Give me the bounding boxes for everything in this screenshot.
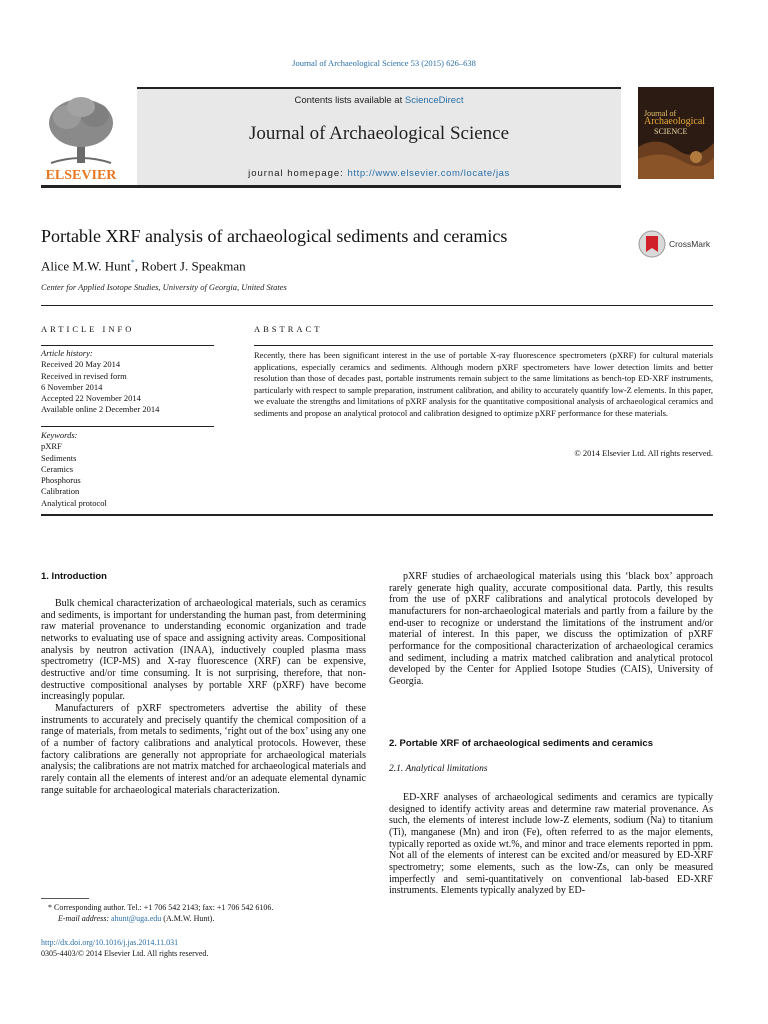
corresponding-author-text: Corresponding author. Tel.: +1 706 542 2143; fax: +1 706 542 6106. (54, 903, 274, 912)
abstract-heading: ABSTRACT (254, 324, 323, 334)
abstract-text: Recently, there has been significant interest in the use of portable X-ray fluorescence spectrometers (pXRF) for cultural materials applications, especially ceramics and sediments. Although modern pXRF spectrometers have lower detection limits and better resolution than those of decades past, portable instruments remain subject to the same limitations as bench-top ED-XRF instruments, particularly with respect to sample preparation, instrument calibration, and ability to accurately quantify low-Z elements. In this paper, we evaluate the strengths and limitations of pXRF analysis for the quantitative compositional analysis of archaeological ceramics and sediments and propose an analytical protocol and calibration designed to optimize pXRF performance for these materials. (254, 350, 713, 418)
author-1: Alice M.W. Hunt (41, 258, 131, 274)
intro-paragraph-1: Bulk chemical characterization of archaeological materials, such as ceramics and sediments, is important for understanding the human past, from determining raw material provenance to understanding economic organization and trade networks to evaluating use of space and assigning activity areas. Compositional analysis by neutron activation (INAA), inductively coupled plasma mass spectrometry (ICP-MS) and X-ray fluorescence (XRF) can be expensive, destructive and/or time consuming. It is not surprising, therefore, that non-destructive compositional analyses by portable XRF (pXRF) have become increasingly popular. (41, 598, 366, 703)
doi-block (41, 938, 371, 959)
journal-homepage (137, 168, 621, 179)
section-1-heading: 1. Introduction (41, 571, 107, 582)
keywords-rule (41, 426, 214, 427)
crossmark-icon (638, 229, 718, 259)
article-info-rule (41, 345, 214, 346)
journal-title: Journal of Archaeological Science (248, 123, 510, 144)
right-column-body (389, 792, 713, 897)
keyword: Phosphorus (41, 475, 81, 486)
paper-title: Portable XRF analysis of archaeological sediments and ceramics (41, 226, 508, 246)
right-column-intro (389, 571, 713, 688)
left-column-body (41, 598, 366, 796)
subsection-2-1-heading: 2.1. Analytical limitations (389, 764, 488, 774)
email-link[interactable]: ahunt@uga.edu (111, 913, 162, 923)
journal-citation[interactable]: Journal of Archaeological Science 53 (2015) 626–638 (292, 58, 476, 68)
sciencedirect-link[interactable]: ScienceDirect (404, 95, 464, 106)
intro-paragraph-3: pXRF studies of archaeological materials using this ‘black box’ approach rarely generate high quality, accurate compositional data. Partly, this results from the use of pXRF calibrations and analytical protocols developed by manufacturers for non-archaeological materials and partly from a failure by the end-user to recognize or understand the limitations of the instrument and/or material of interest. In this paper, we discuss the optimization of pXRF performance for the compositional characterization of archaeological ceramics and sediment, including a matrix matched calibration and analytical protocol developed by the Center for Applied Isotope Studies (CAIS), University of Georgia. (389, 571, 713, 687)
doi-link[interactable]: http://dx.doi.org/10.1016/j.jas.2014.11.031 (41, 938, 179, 947)
abstract-rule (254, 345, 713, 346)
footnote-rule (41, 898, 89, 899)
article-history (41, 348, 216, 416)
header-rule (41, 185, 621, 188)
history-line: Accepted 22 November 2014 (41, 393, 141, 404)
cover-line-1: Journal of (644, 109, 677, 118)
author-2: Robert J. Speakman (141, 258, 246, 274)
elsevier-logo (41, 93, 121, 181)
homepage-prefix: journal homepage: (248, 168, 348, 179)
title-rule (41, 305, 713, 306)
keyword: pXRF (41, 441, 62, 452)
history-line: Received in revised form (41, 370, 127, 381)
keyword: Ceramics (41, 463, 74, 474)
elsevier-tree-icon (41, 93, 121, 181)
author-separator: , (134, 258, 142, 274)
keywords (41, 430, 216, 509)
email-suffix: (A.M.W. Hunt). (161, 913, 215, 923)
author-list (41, 258, 246, 274)
front-matter-rule (41, 514, 713, 516)
intro-paragraph-2: Manufacturers of pXRF spectrometers advertise the ability of these instruments to accurately and precisely quantify the chemical composition of a range of materials, from metals to sediments, ‘right out of the box’ using any one of a number of factory calibrations and analytical protocols. However, these factory calibrations are generally not appropriate for archaeological materials analysis; the calibrations are not matrix matched for archaeological materials and rarely contain all the elements of interest and/or an adequate elemental dynamic range suitable for archaeological materials characterization. (41, 702, 366, 796)
crossmark-label: CrossMark (669, 239, 711, 249)
cover-line-2: Archaeological (644, 116, 706, 127)
keyword: Sediments (41, 452, 77, 463)
cover-line-3: SCIENCE (654, 127, 688, 136)
affiliation: Center for Applied Isotope Studies, University of Georgia, United States (41, 282, 287, 292)
footnote-mark: * (48, 903, 52, 912)
journal-header (137, 87, 621, 187)
homepage-link[interactable]: http://www.elsevier.com/locate/jas (347, 168, 510, 179)
abstract-copyright: © 2014 Elsevier Ltd. All rights reserved. (574, 448, 713, 458)
keyword: Calibration (41, 486, 80, 497)
history-line: 6 November 2014 (41, 381, 103, 392)
article-info-heading: ARTICLE INFO (41, 324, 135, 334)
crossmark-badge[interactable] (638, 229, 718, 259)
publisher-name: ELSEVIER (45, 168, 117, 181)
section-2-paragraph-1: ED-XRF analyses of archaeological sediments and ceramics are typically designed to identify activity areas and determine raw material provenance. As such, the elements of interest include low-Z elements, sodium (Na) to titanium (Ti), manganese (Mn) and iron (Fe), often referred to as the major elements, typically reported as oxide wt.%, and minor and trace elements reported in ppm. Not all of the elements of interest can be excited and/or measured by ED-XRF spectrometry; some elements, such as the low-Zs, can only be measured imperfectly and semi-quantitatively on conventional lab-based ED-XRF instruments. Elements typically analyzed by ED- (389, 792, 713, 897)
journal-cover (638, 87, 714, 179)
history-line: Received 20 May 2014 (41, 359, 121, 370)
contents-prefix: Contents lists available at (294, 95, 405, 106)
history-label: Article history: (41, 348, 93, 358)
keyword: Analytical protocol (41, 497, 107, 508)
section-2-heading: 2. Portable XRF of archaeological sediments and ceramics (389, 738, 653, 749)
contents-line (137, 95, 621, 106)
email-label: E-mail address: (58, 913, 112, 923)
corresponding-author-mark[interactable]: * (130, 258, 135, 267)
issn-line: 0305-4403/© 2014 Elsevier Ltd. All rights reserved. (41, 948, 209, 958)
footnote (41, 903, 371, 924)
history-line: Available online 2 December 2014 (41, 404, 160, 415)
keywords-label: Keywords: (41, 430, 78, 440)
